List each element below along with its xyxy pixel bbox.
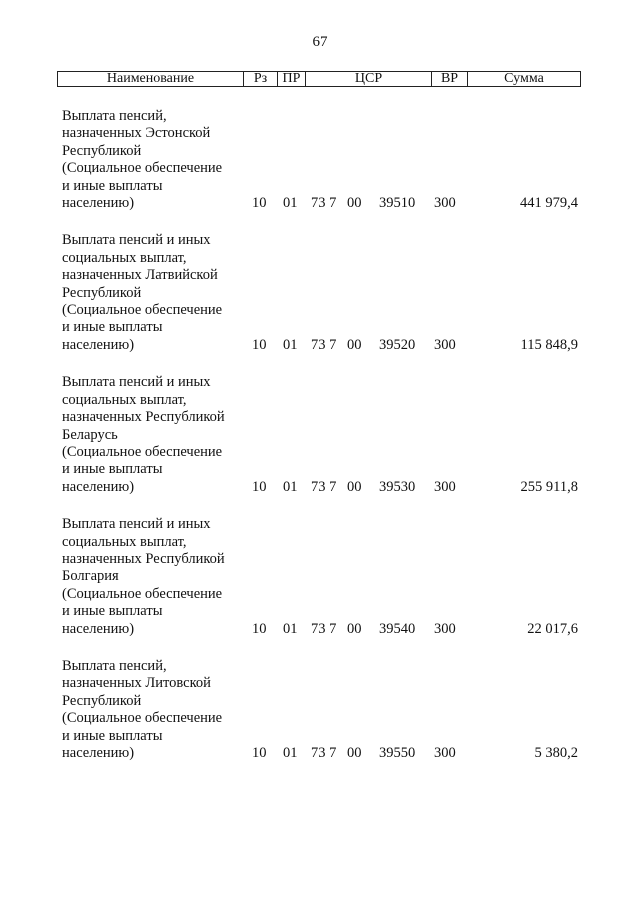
row-csr-sub: 00 bbox=[347, 195, 362, 212]
row-name: Выплата пенсий и иных социальных выплат, назначенных Республикой Болгария (Социальное обеспечение и иные выплаты населению) bbox=[62, 516, 225, 637]
row-pr: 01 bbox=[283, 620, 298, 637]
table-row bbox=[62, 516, 582, 638]
row-csr-program: 73 7 bbox=[311, 745, 337, 761]
row-csr-sub: 00 bbox=[347, 478, 362, 495]
header-pr: ПР bbox=[278, 72, 306, 86]
row-pr: 01 bbox=[283, 195, 298, 212]
row-name: Выплата пенсий и иных социальных выплат, назначенных Республикой Беларусь (Социальное обеспечение и иные выплаты населению) bbox=[62, 374, 225, 495]
row-rz: 10 bbox=[252, 620, 267, 637]
row-name: Выплата пенсий, назначенных Литовской Республикой (Социальное обеспечение и иные выплаты населению) bbox=[62, 657, 223, 761]
table-header bbox=[57, 71, 581, 87]
row-name: Выплата пенсий, назначенных Эстонской Республикой (Социальное обеспечение и иные выплаты населению) bbox=[62, 108, 223, 212]
row-vr: 300 bbox=[434, 336, 456, 353]
row-csr-code: 39540 bbox=[379, 620, 416, 637]
row-rz: 10 bbox=[252, 478, 267, 495]
row-csr-code: 39520 bbox=[379, 336, 416, 353]
row-rz: 10 bbox=[252, 745, 267, 761]
row-csr-code: 39550 bbox=[379, 745, 416, 761]
row-vr: 300 bbox=[434, 195, 456, 212]
header-rz: Рз bbox=[244, 72, 278, 86]
header-vr: ВР bbox=[432, 72, 468, 86]
page-number: 67 bbox=[312, 34, 328, 50]
row-rz: 10 bbox=[252, 195, 267, 212]
row-csr-sub: 00 bbox=[347, 745, 362, 761]
row-vr: 300 bbox=[434, 478, 456, 495]
header-name: Наименование bbox=[58, 72, 244, 86]
row-csr-program: 73 7 bbox=[311, 620, 337, 637]
row-csr-sub: 00 bbox=[347, 620, 362, 637]
row-pr: 01 bbox=[283, 478, 298, 495]
row-csr-program: 73 7 bbox=[311, 336, 337, 353]
row-pr: 01 bbox=[283, 336, 298, 353]
header-sum: Сумма bbox=[504, 71, 544, 86]
row-csr-program: 73 7 bbox=[311, 195, 337, 212]
row-sum: 22 017,6 bbox=[527, 620, 578, 637]
row-vr: 300 bbox=[434, 745, 456, 761]
table-row bbox=[62, 374, 582, 496]
row-csr-code: 39530 bbox=[379, 478, 416, 495]
table-row bbox=[62, 108, 582, 212]
row-csr-sub: 00 bbox=[347, 336, 362, 353]
row-csr-program: 73 7 bbox=[311, 478, 337, 495]
row-rz: 10 bbox=[252, 336, 267, 353]
row-name: Выплата пенсий и иных социальных выплат, назначенных Латвийской Республикой (Социальное обеспечение и иные выплаты населению) bbox=[62, 232, 223, 353]
row-pr: 01 bbox=[283, 745, 298, 761]
row-sum: 5 380,2 bbox=[534, 745, 578, 761]
table-row bbox=[62, 232, 582, 354]
row-csr-code: 39510 bbox=[379, 195, 416, 212]
row-sum: 441 979,4 bbox=[520, 195, 578, 212]
table-row bbox=[62, 658, 582, 762]
budget-table-body bbox=[62, 108, 582, 782]
header-csr: ЦСР bbox=[306, 72, 432, 86]
row-vr: 300 bbox=[434, 620, 456, 637]
row-sum: 255 911,8 bbox=[520, 478, 578, 495]
row-sum: 115 848,9 bbox=[520, 336, 578, 353]
